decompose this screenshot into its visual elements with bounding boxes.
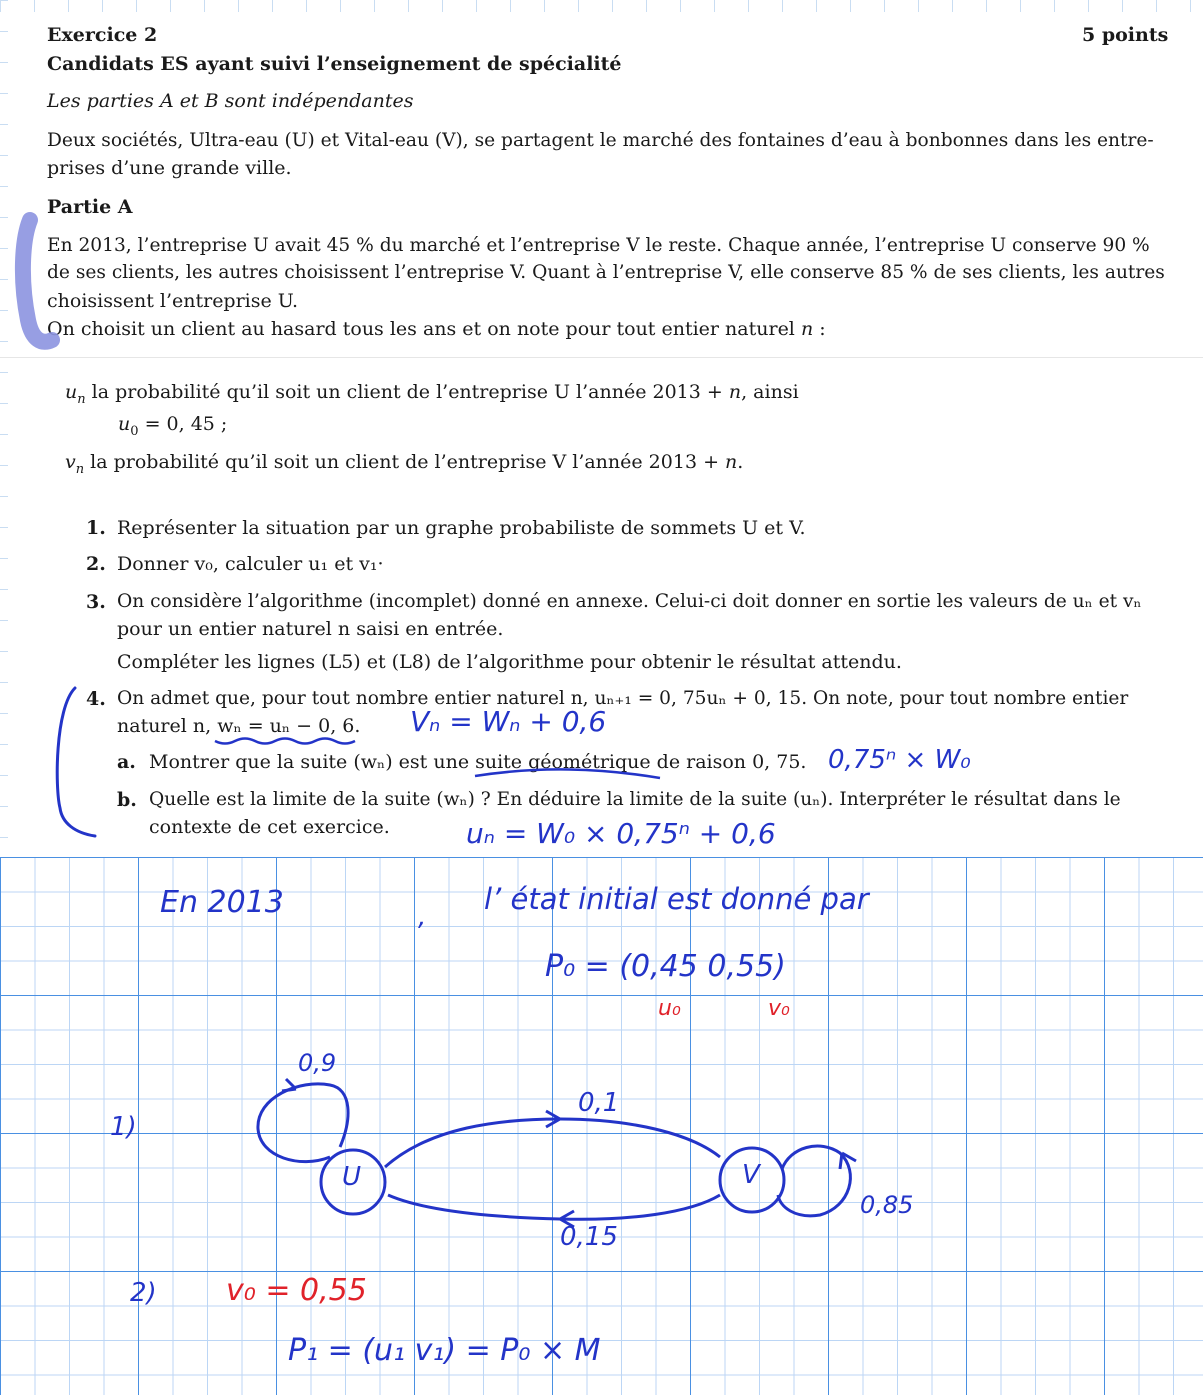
top-ruler (0, 0, 1203, 12)
parts-note: Les parties A et B sont indépendantes (47, 90, 414, 112)
q4a-text: Montrer que la suite (wₙ) est une suite géométrique de raison 0, 75. (149, 751, 807, 773)
hw-node-v-label: V (742, 1160, 760, 1190)
q4-text: On admet que, pour tout nombre entier naturel n, uₙ₊₁ = 0, 75uₙ + 0, 15. On note, pour tout nombre entier (117, 688, 1129, 709)
partA-p4 (47, 315, 826, 343)
intro-line-1: Deux sociétés, Ultra-eau (U) et Vital-eau (V), se partagent le marché des fontaines d’eau à bonbonnes dans les entre- (47, 130, 1154, 151)
loop-u (258, 1084, 348, 1162)
q4-number: 4. (86, 688, 106, 710)
q4-text-2: naturel n, wₙ = uₙ − 0, 6. (117, 715, 361, 737)
hw-u-to-v-prob: 0,1 (578, 1088, 620, 1118)
hw-p1-equation: P₁ = (u₁ v₁) = P₀ × M (288, 1333, 601, 1368)
partA-p1: En 2013, l’entreprise U avait 45 % du marché et l’entreprise V le reste. Chaque année, l’entreprise U conserve 90 % (47, 235, 1150, 256)
q4b-label: b. (117, 789, 137, 811)
partA-p3: choisissent l’entreprise U. (47, 290, 299, 312)
loop-u-arrow (282, 1079, 296, 1091)
hw-vn-equation: Vₙ = Wₙ + 0,6 (410, 705, 607, 738)
partA-p4-text: On choisit un client au hasard tous les ans et on note pour tout entier naturel (47, 318, 801, 340)
loop-v (778, 1146, 850, 1216)
squared-paper-area (0, 857, 1203, 1395)
q4b-text: Quelle est la limite de la suite (wₙ) ? En déduire la limite de la suite (uₙ). Interpréter le résultat dans le (149, 789, 1121, 810)
question-annotations (0, 358, 1203, 858)
q2-number: 2. (86, 553, 106, 575)
hw-u0-label: u₀ (658, 996, 681, 1021)
hw-loop-u-prob: 0,9 (298, 1049, 337, 1077)
hw-q1: 1) (110, 1112, 137, 1142)
hw-geo-term: 0,75ⁿ × W₀ (828, 745, 971, 775)
partA-p4-n: n (800, 318, 814, 340)
q3-text-3: Compléter les lignes (L5) et (L8) de l’algorithme pour obtenir le résultat attendu. (117, 651, 902, 673)
intro-line-2: prises d’une grande ville. (47, 157, 292, 179)
q3-number: 3. (86, 591, 106, 613)
highlighter-mark (0, 0, 60, 357)
hw-v0-label: v₀ (768, 996, 790, 1021)
hw-v0-equation: v₀ = 0,55 (226, 1273, 367, 1308)
candidates-line: Candidats ES ayant suivi l’enseignement de spécialité (47, 53, 622, 75)
partA-p4-colon: : (813, 318, 826, 340)
arrow-v-to-u (388, 1195, 720, 1219)
q4a-label: a. (117, 751, 136, 773)
hw-v-to-u-prob: 0,15 (560, 1222, 618, 1252)
q1-number: 1. (86, 517, 106, 539)
exercise-statement-top (0, 0, 1203, 357)
hw-node-u-label: U (342, 1162, 362, 1192)
q1-text: Représenter la situation par un graphe probabiliste de sommets U et V. (117, 517, 806, 539)
def-vn: $v_n$ la probabilité qu’il soit un client de l’entreprise V l’année 2013 + n. (65, 451, 744, 477)
arrow-u-to-v (385, 1119, 720, 1167)
hw-loop-v-prob: 0,85 (860, 1191, 914, 1219)
exercise-statement-questions (0, 357, 1203, 858)
partA-title: Partie A (47, 196, 133, 218)
q3-text-2: pour un entier naturel n saisi en entrée. (117, 618, 504, 640)
hw-p0: P₀ = (0,45 0,55) (545, 949, 786, 984)
exercise-title: Exercice 2 (47, 24, 158, 46)
def-u0: $u_0 = 0$, 45 ; (118, 413, 228, 439)
probabilistic-graph-drawing (0, 857, 1203, 1395)
hw-line-en: En 2013 (160, 885, 284, 920)
hw-line-state: l’ état initial est donné par (484, 882, 869, 916)
exercise-points: 5 points (1082, 24, 1169, 46)
q4b-text-2: contexte de cet exercice. (149, 816, 390, 838)
q2-text: Donner v₀, calculer u₁ et v₁· (117, 553, 384, 575)
def-un: $u_n$ la probabilité qu’il soit un client de l’entreprise U l’année 2013 + n, ainsi (65, 381, 799, 407)
q3-text: On considère l’algorithme (incomplet) donné en annexe. Celui-ci doit donner en sortie les valeurs de uₙ et vₙ (117, 591, 1142, 612)
hw-comma: , (418, 902, 427, 932)
hw-un-equation: uₙ = W₀ × 0,75ⁿ + 0,6 (466, 817, 776, 850)
hw-q2: 2) (130, 1278, 157, 1308)
partA-p2: de ses clients, les autres choisissent l’entreprise V. Quant à l’entreprise V, elle conserve 85 % de ses clients, les autres (47, 262, 1165, 283)
